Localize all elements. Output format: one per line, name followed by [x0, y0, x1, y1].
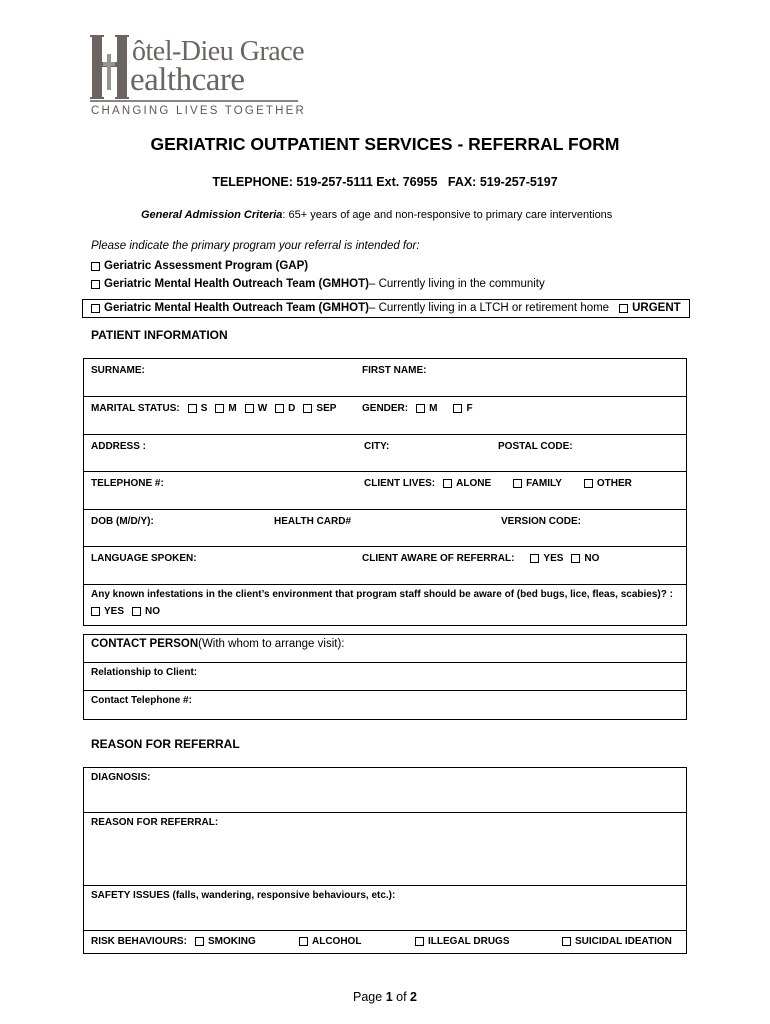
infestations-options	[91, 606, 160, 617]
marital-d-label: D	[288, 403, 296, 414]
gender-f-label: F	[466, 403, 473, 414]
lives-family-checkbox[interactable]	[513, 479, 522, 488]
contact-heading-row	[84, 635, 686, 663]
safety-row	[84, 886, 686, 931]
program-option-gmhot-ltch[interactable]	[91, 302, 681, 314]
version-code-label: VERSION CODE:	[501, 516, 582, 527]
gmhot-community-label: Geriatric Mental Health Outreach Team (GMHOT)	[104, 278, 369, 290]
lives-other-label: OTHER	[596, 478, 632, 489]
admission-criteria	[141, 209, 612, 221]
reason-heading: REASON FOR REFERRAL	[91, 737, 240, 751]
suicidal-ideation-label: SUICIDAL IDEATION	[575, 936, 672, 947]
urgent-checkbox[interactable]	[619, 304, 628, 313]
reason-row	[84, 813, 686, 886]
safety-field[interactable]	[91, 890, 395, 901]
gender-m-checkbox[interactable]	[416, 404, 425, 413]
client-aware-label: CLIENT AWARE OF REFERRAL:	[362, 553, 515, 564]
gender-label: GENDER:	[362, 403, 409, 414]
safety-label: SAFETY ISSUES (falls, wandering, responsive behaviours, etc.):	[91, 890, 396, 901]
first-name-label: FIRST NAME:	[362, 365, 427, 376]
risk-row	[84, 931, 686, 953]
alcohol-checkbox[interactable]	[299, 937, 308, 946]
contact-relationship-row	[84, 663, 686, 691]
telephone-label: TELEPHONE #:	[91, 478, 164, 489]
form-title: GERIATRIC OUTPATIENT SERVICES - REFERRAL FORM	[150, 134, 620, 154]
infestations-question	[91, 589, 673, 600]
contact-person-table	[83, 634, 687, 720]
program-prompt: Please indicate the primary program your referral is intended for:	[91, 240, 420, 252]
health-card-label: HEALTH CARD#	[274, 516, 352, 527]
patient-info-table	[83, 358, 687, 626]
dob-field[interactable]	[91, 516, 154, 527]
suicidal-option	[562, 936, 672, 947]
lives-family-label: FAMILY	[526, 478, 562, 489]
diagnosis-field[interactable]	[91, 772, 150, 783]
city-field[interactable]	[364, 441, 389, 452]
gmhot-community-note: – Currently living in the community	[368, 278, 545, 290]
program-option-gap[interactable]	[91, 260, 308, 272]
contact-telephone-row	[84, 691, 686, 719]
contact-heading-note: (With whom to arrange visit):	[198, 638, 345, 650]
marital-s-checkbox[interactable]	[188, 404, 197, 413]
page-number	[0, 990, 770, 1004]
row-telephone-lives	[84, 472, 686, 510]
page-of-word: of	[392, 990, 411, 1004]
smoking-checkbox[interactable]	[195, 937, 204, 946]
marital-sep-label: SEP	[316, 403, 337, 414]
gap-label: Geriatric Assessment Program (GAP)	[104, 260, 309, 272]
marital-s-label: S	[200, 403, 208, 414]
contact-telephone-label: Contact Telephone #:	[91, 695, 192, 706]
infestations-no-label: NO	[145, 606, 161, 617]
alcohol-option	[299, 936, 361, 947]
row-dob	[84, 510, 686, 547]
aware-no-label: NO	[584, 553, 600, 564]
marital-m-label: M	[228, 403, 237, 414]
reason-table	[83, 767, 687, 954]
relationship-label: Relationship to Client:	[91, 667, 198, 678]
city-label: CITY:	[364, 441, 390, 452]
gender-group	[362, 403, 473, 414]
illegal-drugs-checkbox[interactable]	[415, 937, 424, 946]
marital-status-group	[91, 403, 336, 414]
gmhot-ltch-note: – Currently living in a LTCH or retirement home	[368, 302, 610, 314]
surname-field[interactable]	[91, 365, 145, 376]
suicidal-ideation-checkbox[interactable]	[562, 937, 571, 946]
gap-checkbox[interactable]	[91, 262, 100, 271]
infestations-label: Any known infestations in the client’s environment that program staff should be aware of (bed bugs, lice, fleas, scabies)? :	[91, 589, 673, 600]
risk-behaviours-group	[91, 936, 256, 947]
version-code-field[interactable]	[501, 516, 581, 527]
logo-text-line1: ôtel-Dieu Grace	[132, 36, 305, 67]
page-current: 1	[385, 990, 393, 1004]
hotel-dieu-grace-logo	[90, 32, 305, 122]
page-total: 2	[410, 990, 417, 1004]
reason-label: REASON FOR REFERRAL:	[91, 817, 219, 828]
logo-divider	[90, 100, 298, 102]
row-address	[84, 435, 686, 472]
aware-no-checkbox[interactable]	[571, 554, 580, 563]
infestations-yes-checkbox[interactable]	[91, 607, 100, 616]
marital-status-label: MARITAL STATUS:	[91, 403, 180, 414]
criteria-text: : 65+ years of age and non-responsive to primary care interventions	[282, 209, 613, 221]
program-option-gmhot-community[interactable]	[91, 278, 545, 290]
aware-yes-checkbox[interactable]	[530, 554, 539, 563]
illegal-drugs-label: ILLEGAL DRUGS	[428, 936, 510, 947]
relationship-field[interactable]	[91, 667, 197, 678]
page-word: Page	[353, 990, 386, 1004]
reason-field[interactable]	[91, 817, 218, 828]
first-name-field[interactable]	[362, 365, 426, 376]
marital-sep-checkbox[interactable]	[303, 404, 312, 413]
row-infestations	[84, 585, 686, 625]
client-lives-group	[364, 478, 632, 489]
dob-label: DOB (M/D/Y):	[91, 516, 154, 527]
lives-other-checkbox[interactable]	[584, 479, 593, 488]
gmhot-ltch-checkbox[interactable]	[91, 304, 100, 313]
gender-m-label: M	[429, 403, 438, 414]
diagnosis-row	[84, 768, 686, 813]
address-field[interactable]	[91, 441, 146, 452]
postal-code-label: POSTAL CODE:	[498, 441, 573, 452]
marital-w-label: W	[257, 403, 268, 414]
row-language-aware	[84, 547, 686, 585]
row-marital-gender	[84, 397, 686, 435]
criteria-label: General Admission Criteria	[141, 209, 283, 221]
address-label: ADDRESS :	[91, 441, 147, 452]
lives-alone-checkbox[interactable]	[443, 479, 452, 488]
language-field[interactable]	[91, 553, 197, 564]
contact-numbers: TELEPHONE: 519-257-5111 Ext. 76955 FAX: 519-257-5197	[212, 175, 558, 189]
patient-info-heading: PATIENT INFORMATION	[91, 328, 228, 342]
client-aware-group	[362, 553, 599, 564]
client-lives-label: CLIENT LIVES:	[364, 478, 436, 489]
telephone-field[interactable]	[91, 478, 164, 489]
logo-tagline: CHANGING LIVES TOGETHER	[91, 105, 307, 117]
smoking-label: SMOKING	[207, 936, 256, 947]
language-label: LANGUAGE SPOKEN:	[91, 553, 197, 564]
infestations-no-checkbox[interactable]	[132, 607, 141, 616]
lives-alone-label: ALONE	[456, 478, 492, 489]
aware-yes-label: YES	[543, 553, 564, 564]
urgent-label: URGENT	[632, 302, 681, 314]
postal-code-field[interactable]	[498, 441, 573, 452]
contact-person-heading	[91, 638, 344, 650]
logo-text-line2: ealthcare	[130, 62, 245, 98]
diagnosis-label: DIAGNOSIS:	[91, 772, 151, 783]
alcohol-label: ALCOHOL	[312, 936, 362, 947]
row-names	[84, 359, 686, 397]
contact-telephone-field[interactable]	[91, 695, 192, 706]
gmhot-community-checkbox[interactable]	[91, 280, 100, 289]
health-card-field[interactable]	[274, 516, 351, 527]
surname-label: SURNAME:	[91, 365, 145, 376]
contact-heading-label: CONTACT PERSON	[91, 638, 199, 650]
marital-w-checkbox[interactable]	[245, 404, 254, 413]
gender-f-checkbox[interactable]	[453, 404, 462, 413]
marital-m-checkbox[interactable]	[215, 404, 224, 413]
infestations-yes-label: YES	[104, 606, 125, 617]
risk-label: RISK BEHAVIOURS:	[91, 936, 187, 947]
gmhot-ltch-label: Geriatric Mental Health Outreach Team (GMHOT)	[104, 302, 369, 314]
marital-d-checkbox[interactable]	[275, 404, 284, 413]
drugs-option	[415, 936, 509, 947]
